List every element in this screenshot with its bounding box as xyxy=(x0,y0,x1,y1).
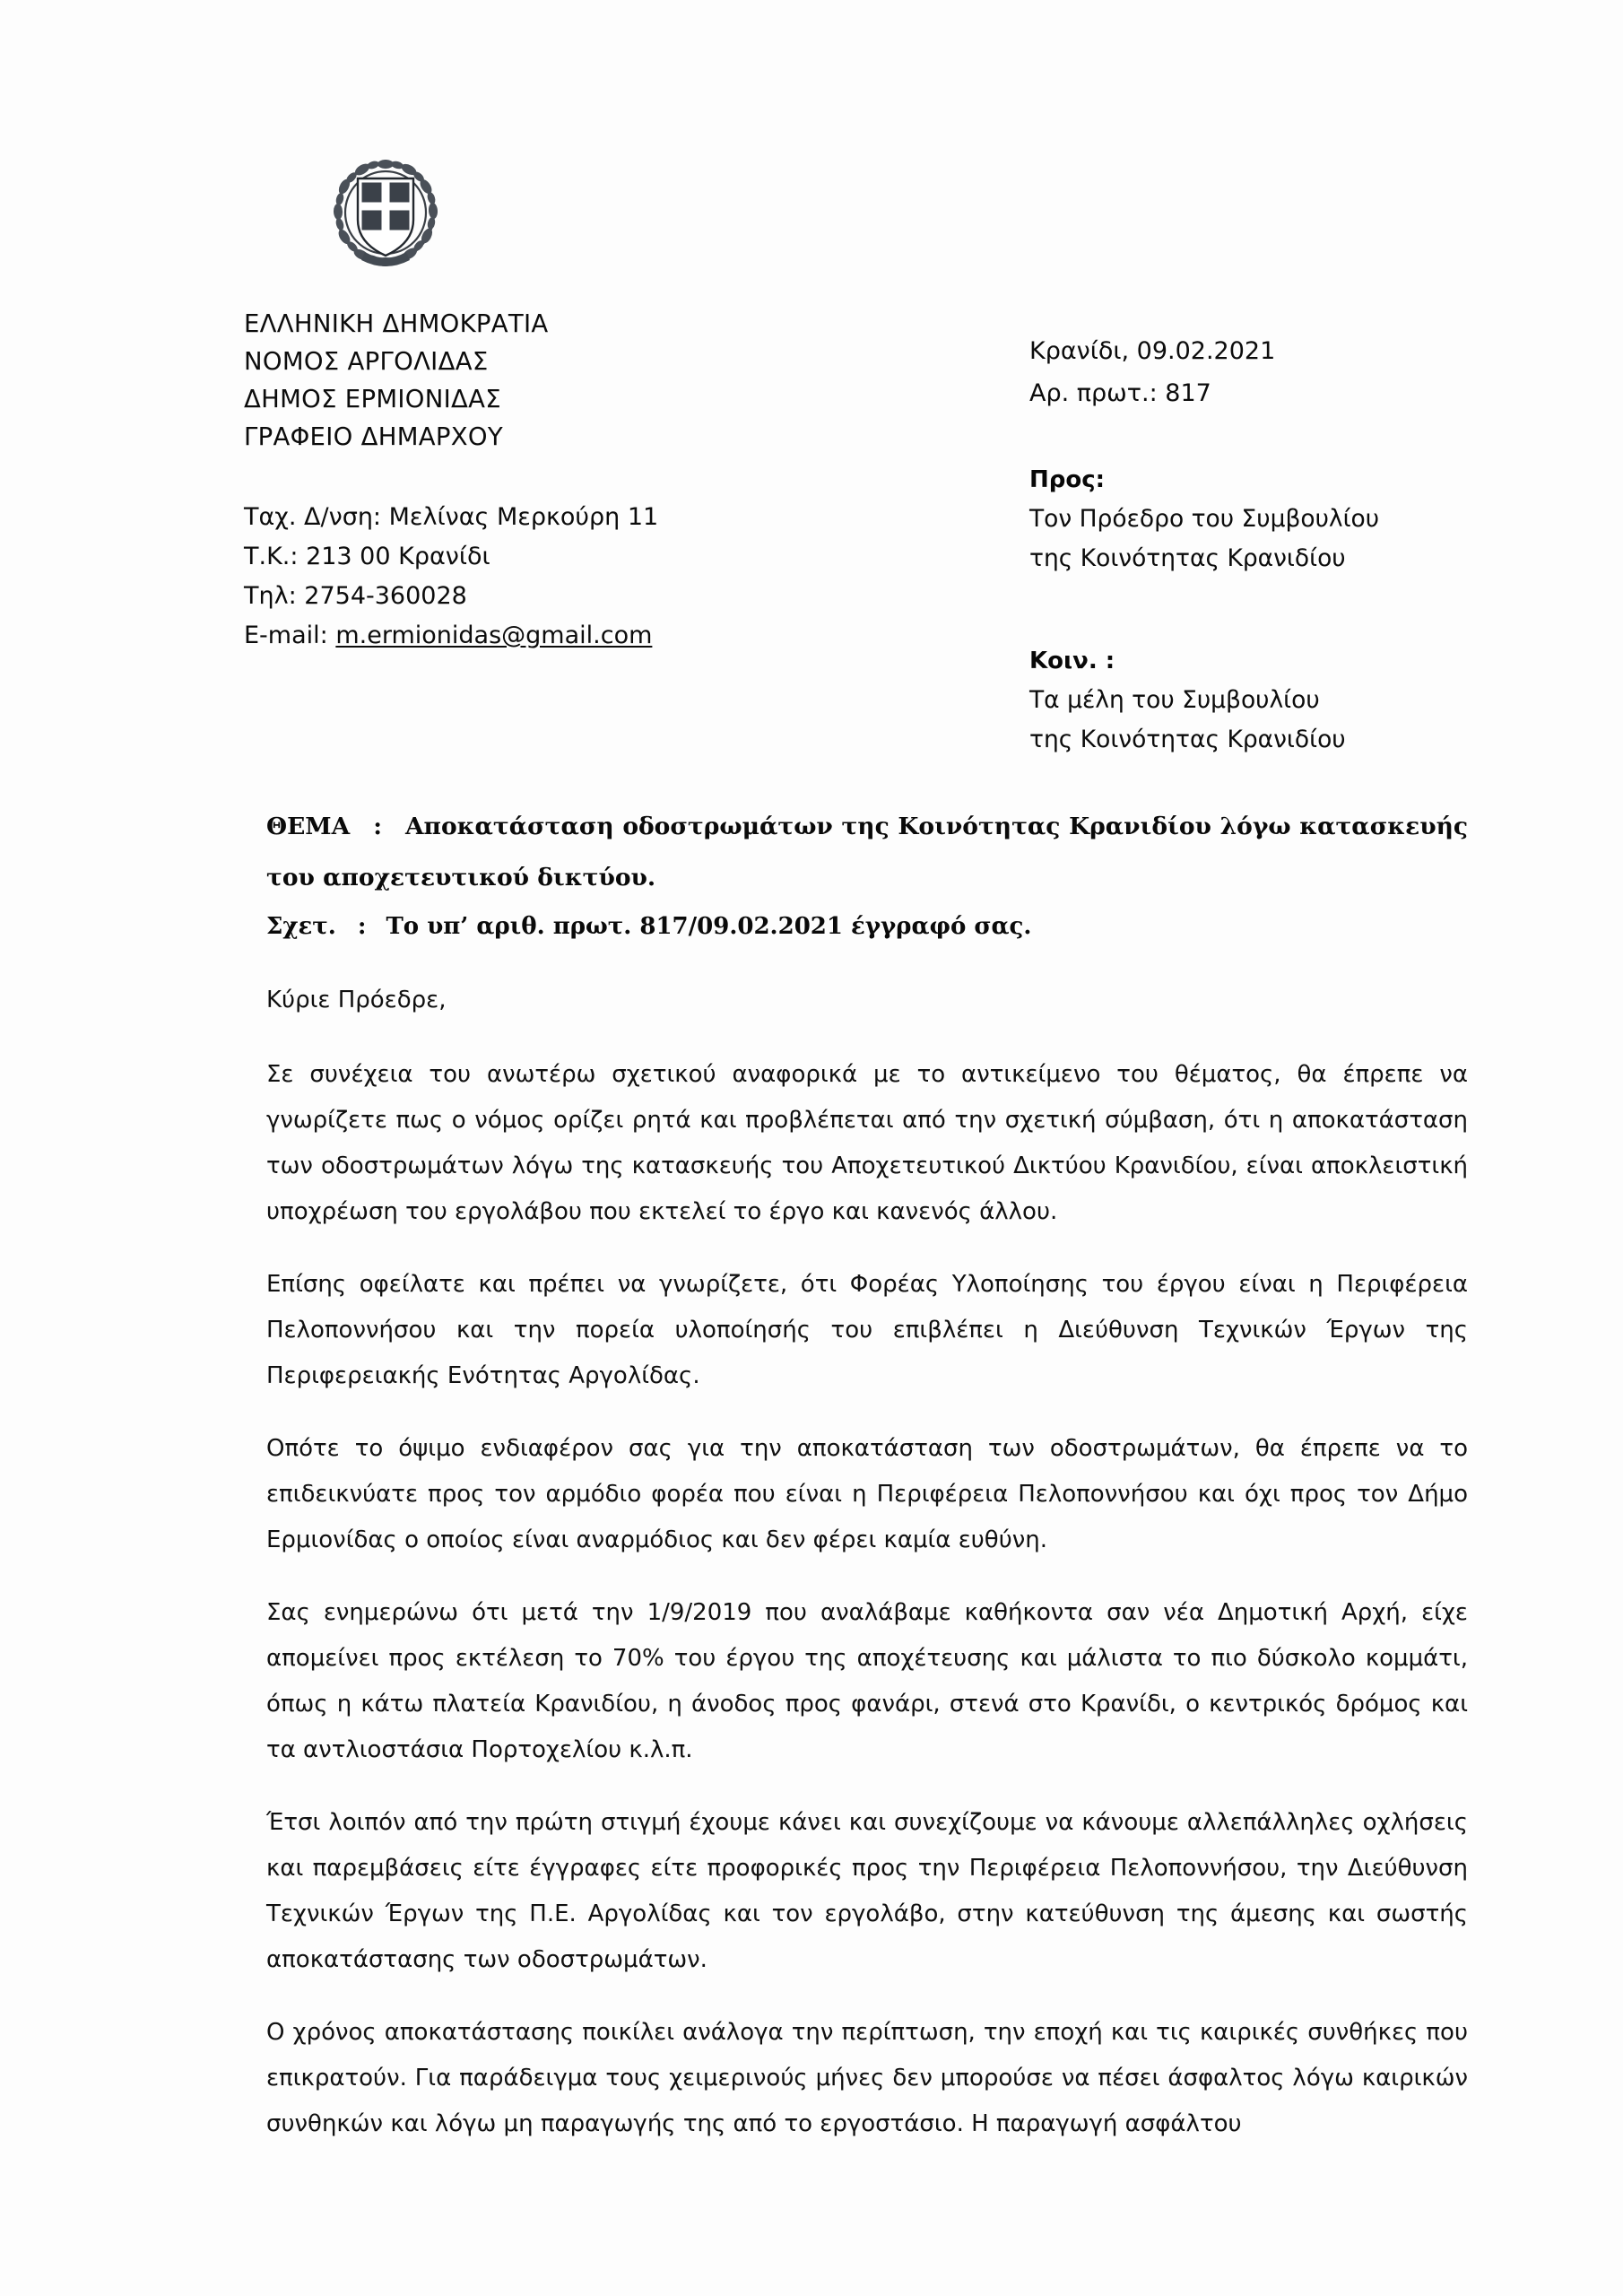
cc-label: Κοιν. : xyxy=(1029,648,1115,674)
reference-area xyxy=(266,909,1468,944)
recipient-label: Προς: xyxy=(1029,466,1106,493)
subject-area xyxy=(266,801,1468,903)
email-label: E-mail: xyxy=(244,622,328,649)
phone-label: Τηλ: xyxy=(244,582,297,610)
phone-row xyxy=(244,577,818,616)
cc-line-1: Τα μέλη του Συμβουλίου xyxy=(1029,686,1320,714)
organization-header xyxy=(244,305,800,456)
protocol-number: Αρ. πρωτ.: 817 xyxy=(1029,379,1211,407)
reference-value: Το υπ’ αριθ. πρωτ. 817/09.02.2021 έγγραφό σας. xyxy=(386,913,1032,940)
email-row xyxy=(244,616,818,656)
body-paragraph: Ο χρόνος αποκατάστασης ποικίλει ανάλογα την περίπτωση, την εποχή και τις καιρικές συνθήκες που επικρατούν. Για παράδειγμα τους χειμερινούς μήνες δεν μπορούσε να πέσει άσφαλτος λόγω καιρικών συνθηκών και λόγω μη παραγωγής της από το εργοστάσιο. Η παραγωγή ασφάλτου xyxy=(266,2019,1468,2137)
cc-block xyxy=(1029,641,1532,760)
org-line-country: ΕΛΛΗΝΙΚΗ ΔΗΜΟΚΡΑΤΙΑ xyxy=(244,309,549,338)
org-line-office: ΓΡΑΦΕΙΟ ΔΗΜΑΡΧΟΥ xyxy=(244,422,503,451)
subject-line xyxy=(266,801,1468,903)
postal-address-row xyxy=(244,498,818,537)
phone-value: 2754-360028 xyxy=(304,582,467,610)
org-line-municipality: ΔΗΜΟΣ ΕΡΜΙΟΝΙΔΑΣ xyxy=(244,385,501,413)
postcode-value: 213 00 Κρανίδι xyxy=(306,543,490,570)
email-link[interactable]: m.ermionidas@gmail.com xyxy=(335,622,653,649)
hellenic-republic-coat-of-arms-icon xyxy=(318,157,453,278)
postal-address-value: Μελίνας Μερκούρη 11 xyxy=(388,503,659,531)
postcode-label: Τ.Κ.: xyxy=(244,543,299,570)
reference-colon: : xyxy=(357,913,367,940)
letter-body xyxy=(266,982,1468,2174)
recipient-line-2: της Κοινότητας Κρανιδίου xyxy=(1029,544,1346,572)
subject-value: Αποκατάσταση οδοστρωμάτων της Κοινότητας Κρανιδίου λόγω κατασκευής του αποχετευτικού δικτύου. xyxy=(266,813,1468,891)
body-paragraph: Οπότε το όψιμο ενδιαφέρον σας για την αποκατάσταση των οδοστρωμάτων, θα έπρεπε να το επιδεικνύατε προς τον αρμόδιο φορέα που είναι η Περιφέρεια Πελοποννήσου και όχι προς τον Δήμο Ερμιονίδας ο οποίος είναι αναρμόδιος και δεν φέρει καμία ευθύνη. xyxy=(266,1435,1468,1553)
subject-label: ΘΕΜΑ xyxy=(266,813,351,840)
body-paragraph: Επίσης οφείλατε και πρέπει να γνωρίζετε, ότι Φορέας Υλοποίησης του έργου είναι η Περιφέρεια Πελοποννήσου και την πορεία υλοποίησής του επιβλέπει η Διεύθυνση Τεχνικών Έργων της Περιφερειακής Ενότητας Αργολίδας. xyxy=(266,1271,1468,1389)
body-paragraph: Έτσι λοιπόν από την πρώτη στιγμή έχουμε κάνει και συνεχίζουμε να κάνουμε αλλεπάλληλες οχλήσεις και παρεμβάσεις είτε έγγραφες είτε προφορικές προς την Περιφέρεια Πελοποννήσου, την Διεύθυνση Τεχνικών Έργων της Π.Ε. Αργολίδας και τον εργολάβο, στην κατεύθυνση της άμεσης και σωστής αποκατάστασης των οδοστρωμάτων. xyxy=(266,1809,1468,1973)
org-line-prefecture: ΝΟΜΟΣ ΑΡΓΟΛΙΔΑΣ xyxy=(244,347,489,376)
subject-colon: : xyxy=(373,813,382,840)
place-date: Κρανίδι, 09.02.2021 xyxy=(1029,337,1276,365)
cc-line-2: της Κοινότητας Κρανιδίου xyxy=(1029,726,1346,753)
body-paragraph: Σε συνέχεια του ανωτέρω σχετικού αναφορικά με το αντικείμενο του θέματος, θα έπρεπε να γνωρίζετε πως ο νόμος ορίζει ρητά και προβλέπεται από την σχετική σύμβαση, ότι η αποκατάσταση των οδοστρωμάτων λόγω της κατασκευής του Αποχετευτικού Δικτύου Κρανιδίου, είναι αποκλειστική υποχρέωση του εργολάβου που εκτελεί το έργο και κανενός άλλου. xyxy=(266,1061,1468,1225)
postcode-row xyxy=(244,537,818,577)
place-date-block xyxy=(1029,330,1532,414)
reference-line xyxy=(266,909,1468,944)
reference-label: Σχετ. xyxy=(266,913,336,940)
body-paragraph: Σας ενημερώνω ότι μετά την 1/9/2019 που αναλάβαμε καθήκοντα σαν νέα Δημοτική Αρχή, είχε απομείνει προς εκτέλεση το 70% του έργου της αποχέτευσης και μάλιστα το πιο δύσκολο κομμάτι, όπως η κάτω πλατεία Κρανιδίου, η άνοδος προς φανάρι, στενά στο Κρανίδι, ο κεντρικός δρόμος και τα αντλιοστάσια Πορτοχελίου κ.λ.π. xyxy=(266,1599,1468,1763)
salutation: Κύριε Πρόεδρε, xyxy=(266,987,447,1013)
contact-details xyxy=(244,498,818,656)
recipient-block xyxy=(1029,460,1532,578)
recipient-line-1: Τον Πρόεδρο του Συμβουλίου xyxy=(1029,505,1380,533)
postal-address-label: Ταχ. Δ/νση: xyxy=(244,503,382,531)
